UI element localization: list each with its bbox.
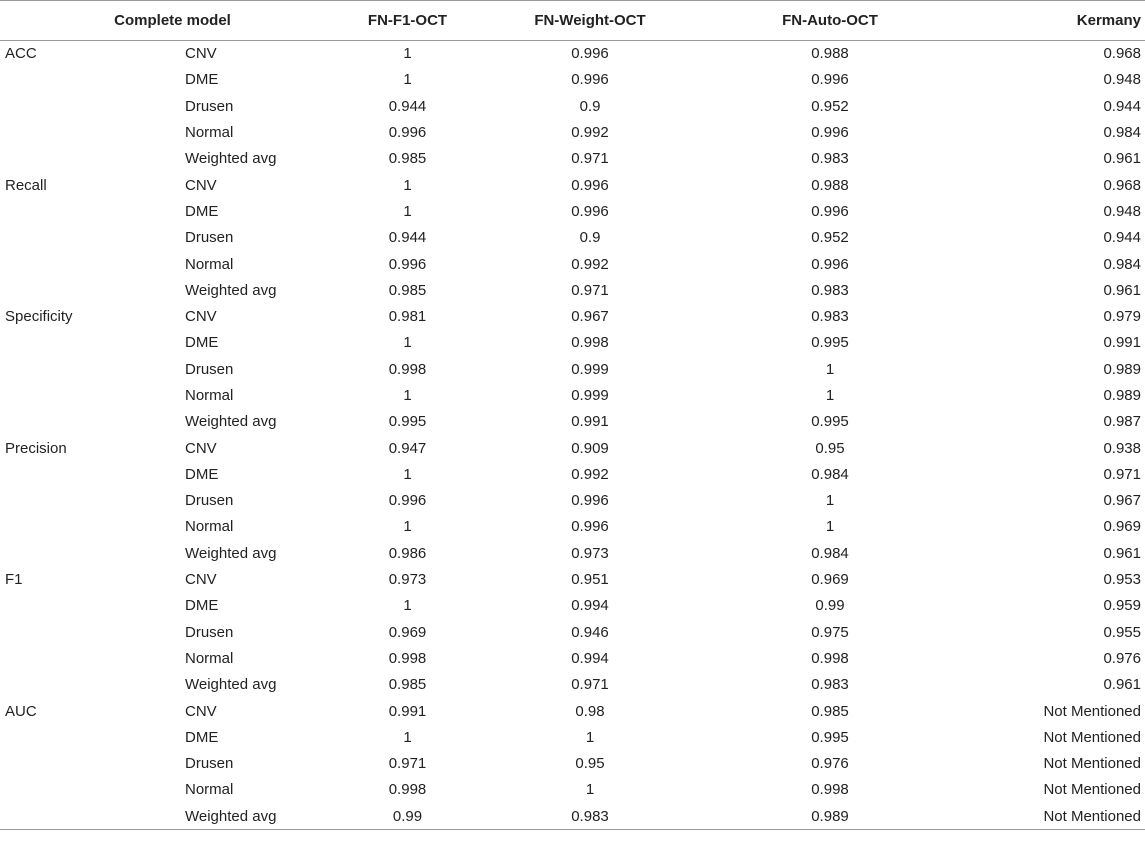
value-cell: 0.984 (1103, 255, 1141, 273)
value-cell: 0.991 (388, 702, 427, 720)
value-cell: 0.973 (571, 544, 609, 562)
value-cell: 1 (403, 728, 412, 746)
value-cell: 0.996 (811, 255, 849, 273)
class-cell: Drusen (185, 97, 234, 115)
table-row (0, 303, 1145, 329)
table-row (0, 540, 1145, 566)
value-cell: 0.971 (388, 755, 427, 773)
value-cell: 0.967 (1103, 492, 1141, 510)
value-cell: 0.967 (571, 308, 609, 326)
value-cell: 0.95 (815, 439, 845, 457)
value-cell: 0.983 (811, 308, 849, 326)
table-row (0, 461, 1145, 487)
value-cell: 0.996 (571, 45, 609, 63)
value-cell: 0.959 (1103, 597, 1141, 615)
value-cell: 0.988 (811, 45, 849, 63)
value-cell: 0.998 (388, 649, 427, 667)
class-cell: Weighted avg (185, 281, 277, 299)
class-cell: Drusen (185, 623, 234, 641)
value-cell: 0.996 (388, 492, 427, 510)
table-row (0, 356, 1145, 382)
class-cell: DME (185, 465, 219, 483)
value-cell: 0.992 (571, 465, 609, 483)
value-cell: 0.998 (388, 781, 427, 799)
table-row (0, 435, 1145, 461)
value-cell: 0.9 (579, 97, 601, 115)
value-cell: 1 (403, 45, 412, 63)
value-cell: 0.944 (1103, 97, 1141, 115)
metric-cell: Recall (5, 176, 47, 194)
table-row (0, 803, 1145, 829)
value-cell: 0.971 (571, 676, 609, 694)
value-cell: 0.989 (710, 803, 950, 829)
value-cell: Not Mentioned (1043, 728, 1141, 746)
class-cell: Normal (185, 649, 234, 667)
value-cell: 1 (585, 728, 595, 746)
value-cell: 0.991 (571, 413, 609, 431)
value-cell: 0.952 (811, 97, 849, 115)
class-cell: CNV (185, 176, 217, 194)
header-fn-weight-oct: FN-Weight-OCT (470, 1, 710, 41)
value-cell: Not Mentioned (1043, 702, 1141, 720)
metric-cell (0, 198, 185, 224)
class-cell: Normal (185, 781, 234, 799)
class-cell: DME (185, 71, 219, 89)
table-row (0, 67, 1145, 93)
value-cell: 1 (825, 492, 835, 510)
value-cell: 0.994 (571, 649, 609, 667)
metric-cell (0, 540, 185, 566)
value-cell: 1 (825, 518, 835, 536)
value-cell: 0.976 (1103, 649, 1141, 667)
metric-cell (0, 724, 185, 750)
value-cell: 0.985 (388, 150, 427, 168)
value-cell: 0.99 (345, 803, 470, 829)
value-cell: 0.95 (575, 755, 605, 773)
value-cell: 0.98 (575, 702, 605, 720)
table-row (0, 225, 1145, 251)
value-cell: 0.955 (1103, 623, 1141, 641)
metric-cell (0, 645, 185, 671)
value-cell: 0.983 (470, 803, 710, 829)
metric-cell (0, 225, 185, 251)
value-cell: 0.985 (811, 702, 849, 720)
metric-cell (0, 356, 185, 382)
value-cell: 0.984 (811, 465, 849, 483)
value-cell: 0.983 (811, 676, 849, 694)
table-row (0, 277, 1145, 303)
table-row (0, 777, 1145, 803)
metric-cell: AUC (5, 702, 37, 720)
header-row (0, 1, 1145, 41)
class-cell: Drusen (185, 492, 234, 510)
metric-cell (0, 777, 185, 803)
value-cell: 0.976 (811, 755, 849, 773)
metric-cell: Specificity (5, 308, 73, 326)
table-row (0, 751, 1145, 777)
value-cell: 1 (403, 387, 412, 404)
class-cell: Drusen (185, 360, 234, 378)
table-row (0, 330, 1145, 356)
value-cell: 0.979 (1103, 308, 1141, 326)
value-cell: 0.968 (1103, 176, 1141, 194)
metric-cell (0, 119, 185, 145)
value-cell: 1 (403, 465, 412, 483)
metric-cell (0, 93, 185, 119)
value-cell: 0.992 (571, 255, 609, 273)
value-cell: 0.948 (1103, 202, 1141, 220)
value-cell: 0.999 (571, 387, 609, 404)
class-cell: CNV (185, 308, 217, 326)
value-cell: 0.981 (388, 308, 427, 326)
table-row (0, 672, 1145, 698)
value-cell: 0.971 (571, 150, 609, 168)
value-cell: Not Mentioned (1043, 781, 1141, 799)
value-cell: 0.983 (811, 281, 849, 299)
value-cell: 0.996 (571, 202, 609, 220)
value-cell: 0.996 (811, 202, 849, 220)
table-body (0, 41, 1145, 830)
value-cell: 0.991 (1103, 334, 1141, 352)
value-cell: 0.998 (571, 334, 609, 352)
class-cell: Weighted avg (185, 676, 277, 694)
metric-cell (0, 67, 185, 93)
value-cell: 1 (403, 176, 412, 194)
header-complete-model: Complete model (0, 1, 345, 41)
value-cell: 0.996 (388, 124, 427, 142)
table-row (0, 93, 1145, 119)
metric-cell (0, 672, 185, 698)
value-cell: 0.995 (811, 334, 849, 352)
value-cell: 1 (825, 387, 835, 404)
value-cell: 0.996 (388, 255, 427, 273)
value-cell: 1 (403, 334, 412, 352)
header-kermany: Kermany (950, 1, 1145, 41)
value-cell: 0.947 (388, 439, 427, 457)
value-cell: 0.995 (811, 728, 849, 746)
value-cell: 0.961 (1103, 676, 1141, 694)
metric-cell (0, 382, 185, 408)
value-cell: 0.996 (571, 492, 609, 510)
table-row (0, 593, 1145, 619)
header-fn-auto-oct: FN-Auto-OCT (710, 1, 950, 41)
table-row (0, 566, 1145, 592)
table-row (0, 409, 1145, 435)
metric-cell (0, 146, 185, 172)
metric-cell (0, 514, 185, 540)
table-row (0, 119, 1145, 145)
metric-cell (0, 461, 185, 487)
value-cell: 0.996 (571, 71, 609, 89)
value-cell: 0.998 (388, 360, 427, 378)
class-cell: Normal (185, 255, 234, 273)
table-row (0, 146, 1145, 172)
value-cell: 1 (403, 597, 412, 615)
value-cell: 0.961 (1103, 544, 1141, 562)
value-cell: 1 (825, 360, 835, 378)
value-cell: 0.998 (811, 649, 849, 667)
value-cell: 1 (403, 518, 412, 536)
value-cell: 0.99 (815, 597, 845, 615)
table-row (0, 198, 1145, 224)
value-cell: 0.987 (1103, 413, 1141, 431)
value-cell: 0.952 (811, 229, 849, 247)
value-cell: 0.971 (1103, 465, 1141, 483)
table-row (0, 382, 1145, 408)
metric-cell (0, 409, 185, 435)
table-row (0, 514, 1145, 540)
value-cell: 0.985 (388, 676, 427, 694)
class-cell: Drusen (185, 755, 234, 773)
value-cell: 0.969 (388, 623, 427, 641)
metric-cell (0, 251, 185, 277)
class-cell: Weighted avg (185, 803, 345, 829)
value-cell: 0.969 (811, 571, 849, 589)
value-cell: 1 (585, 781, 595, 799)
class-cell: Drusen (185, 229, 234, 247)
value-cell: 0.984 (1103, 124, 1141, 142)
metric-cell (0, 751, 185, 777)
value-cell: 0.938 (1103, 439, 1141, 457)
header-fn-f1-oct: FN-F1-OCT (345, 1, 470, 41)
metric-cell: ACC (5, 45, 37, 63)
value-cell: 0.996 (571, 176, 609, 194)
value-cell: 0.951 (571, 571, 609, 589)
class-cell: CNV (185, 571, 217, 589)
value-cell: 0.992 (571, 124, 609, 142)
table-row (0, 41, 1145, 67)
table-row (0, 698, 1145, 724)
class-cell: Normal (185, 387, 234, 404)
metric-cell: F1 (5, 571, 23, 589)
table-row (0, 619, 1145, 645)
class-cell: DME (185, 202, 219, 220)
value-cell: 0.975 (811, 623, 849, 641)
class-cell: DME (185, 597, 219, 615)
metric-cell (0, 593, 185, 619)
value-cell: 0.944 (388, 229, 427, 247)
value-cell: 0.953 (1103, 571, 1141, 589)
metric-cell (0, 488, 185, 514)
value-cell: 0.984 (811, 544, 849, 562)
value-cell: 0.9 (579, 229, 601, 247)
metric-cell (0, 803, 185, 829)
value-cell: 0.909 (571, 439, 609, 457)
class-cell: CNV (185, 439, 217, 457)
class-cell: Weighted avg (185, 413, 277, 431)
value-cell: 0.996 (811, 124, 849, 142)
value-cell: 0.996 (571, 518, 609, 536)
table-row (0, 251, 1145, 277)
class-cell: DME (185, 334, 219, 352)
value-cell: 0.973 (388, 571, 427, 589)
value-cell: 0.946 (571, 623, 609, 641)
value-cell: 0.989 (1103, 387, 1141, 404)
value-cell: 1 (403, 71, 412, 89)
value-cell: 0.961 (1103, 150, 1141, 168)
value-cell: 0.968 (1103, 45, 1141, 63)
table-row (0, 645, 1145, 671)
value-cell: Not Mentioned (950, 803, 1145, 829)
value-cell: Not Mentioned (1043, 755, 1141, 773)
value-cell: 0.989 (1103, 360, 1141, 378)
value-cell: 0.985 (388, 281, 427, 299)
value-cell: 1 (403, 202, 412, 220)
class-cell: Normal (185, 518, 234, 536)
class-cell: CNV (185, 45, 217, 63)
class-cell: Normal (185, 124, 234, 142)
value-cell: 0.986 (388, 544, 427, 562)
value-cell: 0.998 (811, 781, 849, 799)
table-row (0, 172, 1145, 198)
class-cell: Weighted avg (185, 150, 277, 168)
class-cell: DME (185, 728, 219, 746)
value-cell: 0.995 (811, 413, 849, 431)
class-cell: Weighted avg (185, 544, 277, 562)
class-cell: CNV (185, 702, 217, 720)
metric-cell (0, 277, 185, 303)
value-cell: 0.944 (388, 97, 427, 115)
table-row (0, 488, 1145, 514)
value-cell: 0.969 (1103, 518, 1141, 536)
value-cell: 0.996 (811, 71, 849, 89)
metric-cell: Precision (5, 439, 67, 457)
metric-cell (0, 619, 185, 645)
value-cell: 0.971 (571, 281, 609, 299)
table-row (0, 724, 1145, 750)
value-cell: 0.994 (571, 597, 609, 615)
value-cell: 0.944 (1103, 229, 1141, 247)
value-cell: 0.983 (811, 150, 849, 168)
value-cell: 0.995 (388, 413, 427, 431)
metric-cell (0, 330, 185, 356)
value-cell: 0.999 (571, 360, 609, 378)
value-cell: 0.948 (1103, 71, 1141, 89)
value-cell: 0.961 (1103, 281, 1141, 299)
value-cell: 0.988 (811, 176, 849, 194)
